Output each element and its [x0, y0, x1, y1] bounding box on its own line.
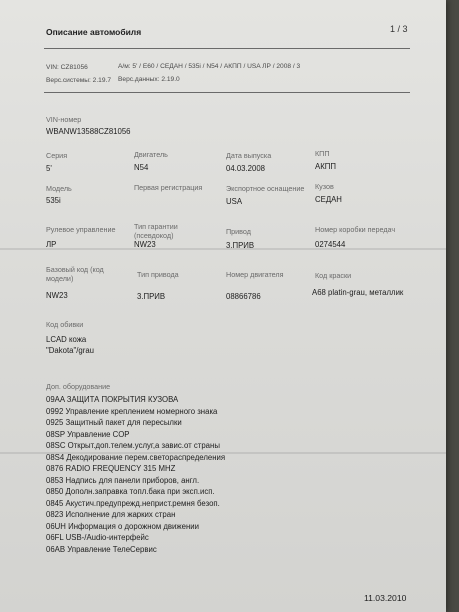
steering-value: ЛР: [46, 240, 57, 249]
body-value: СЕДАН: [315, 195, 342, 204]
drive-type-value: 3.ПРИВ: [137, 292, 166, 301]
vin-label: VIN-номер: [46, 115, 82, 124]
warranty-type-value: NW23: [134, 240, 156, 249]
gearbox-value: АКПП: [315, 162, 336, 171]
engine-value: N54: [134, 163, 149, 172]
vin-value: WBANW13588CZ81056: [46, 127, 131, 136]
model-value: 535i: [46, 196, 61, 205]
first-registration-label: Первая регистрация: [134, 183, 203, 192]
gearbox-number-label: Номер коробки передач: [315, 225, 396, 234]
engine-number-label: Номер двигателя: [226, 270, 284, 279]
equipment-item: 08S4 Декодирование перем.светораспределения: [46, 452, 226, 462]
production-date-label: Дата выпуска: [226, 151, 272, 160]
print-date: 11.03.2010: [364, 593, 407, 603]
series-label: Серия: [46, 151, 68, 160]
paint-code-label: Код краски: [315, 271, 352, 280]
equipment-item: 06UH Информация о дорожном движении: [46, 521, 199, 531]
warranty-type-label: Тип гарантии (псевдокод): [134, 222, 178, 240]
series-value: 5': [46, 164, 52, 173]
steering-label: Рулевое управление: [46, 225, 116, 234]
equipment-item: 08SC Открыт.доп.телем.услуг,а завис.от страны: [46, 441, 220, 450]
page-number: 1 / 3: [390, 24, 408, 34]
upholstery-value: LCAD кожа: [46, 335, 87, 344]
equipment-item: 0876 RADIO FREQUENCY 315 MHZ: [46, 464, 176, 473]
paint-code-value: A68 platin-grau, металлик: [312, 288, 404, 297]
vin-short: VIN: CZ81056: [46, 64, 88, 71]
equipment-item: 0853 Надпись для панели приборов, англ.: [46, 475, 200, 485]
engine-number-value: 08866786: [226, 292, 261, 301]
equipment-item: 08SP Управление COP: [46, 429, 130, 439]
system-version: Верс.системы: 2.19.7: [46, 77, 112, 84]
gearbox-label: КПП: [315, 149, 330, 158]
equipment-item: 06FL USB-/Audio-интерфейс: [46, 533, 149, 542]
equipment-item: 0992 Управление креплением номерного знака: [46, 406, 218, 416]
drive-type-label: Тип привода: [137, 270, 179, 279]
equipment-item: 0925 Защитный пакет для пересылки: [46, 418, 182, 427]
header-rule-bottom: [44, 92, 410, 93]
base-code-label: Базовый код (код модели): [46, 265, 104, 283]
engine-label: Двигатель: [134, 150, 168, 159]
body-label: Кузов: [315, 182, 334, 191]
upholstery-value-2: "Dakota"/grau: [46, 346, 95, 355]
upholstery-label: Код обивки: [46, 320, 84, 329]
equipment-item: 0845 Акустич.предупрежд.неприст.ремня безоп.: [46, 498, 220, 508]
equipment-title: Доп. оборудование: [46, 382, 111, 391]
model-label: Модель: [46, 184, 72, 193]
document-title: Описание автомобиля: [46, 27, 142, 37]
model-line: A/м: 5' / E60 / СЕДАН / 535i / N54 / АКПП / USA ЛР / 2008 / 3: [118, 63, 301, 70]
header-rule: [44, 48, 410, 49]
equipment-item: 0850 Дополн.заправка топл.бака при эксп.исп.: [46, 487, 215, 496]
equipment-item: 06AB Управление ТелеСервис: [46, 544, 157, 554]
base-code-value: NW23: [46, 291, 68, 300]
equipment-item: 0823 Исполнение для жарких стран: [46, 510, 176, 519]
drive-value: 3.ПРИВ: [226, 241, 255, 250]
data-version: Верс.данных: 2.19.0: [118, 76, 180, 83]
export-equipment-label: Экспортное оснащение: [226, 184, 305, 193]
gearbox-number-value: 0274544: [315, 240, 346, 249]
export-equipment-value: USA: [226, 197, 243, 206]
drive-label: Привод: [226, 227, 251, 236]
paper-fold: [0, 248, 446, 250]
production-date-value: 04.03.2008: [226, 164, 266, 173]
equipment-item: 09AA ЗАЩИТА ПОКРЫТИЯ КУЗОВА: [46, 395, 179, 404]
